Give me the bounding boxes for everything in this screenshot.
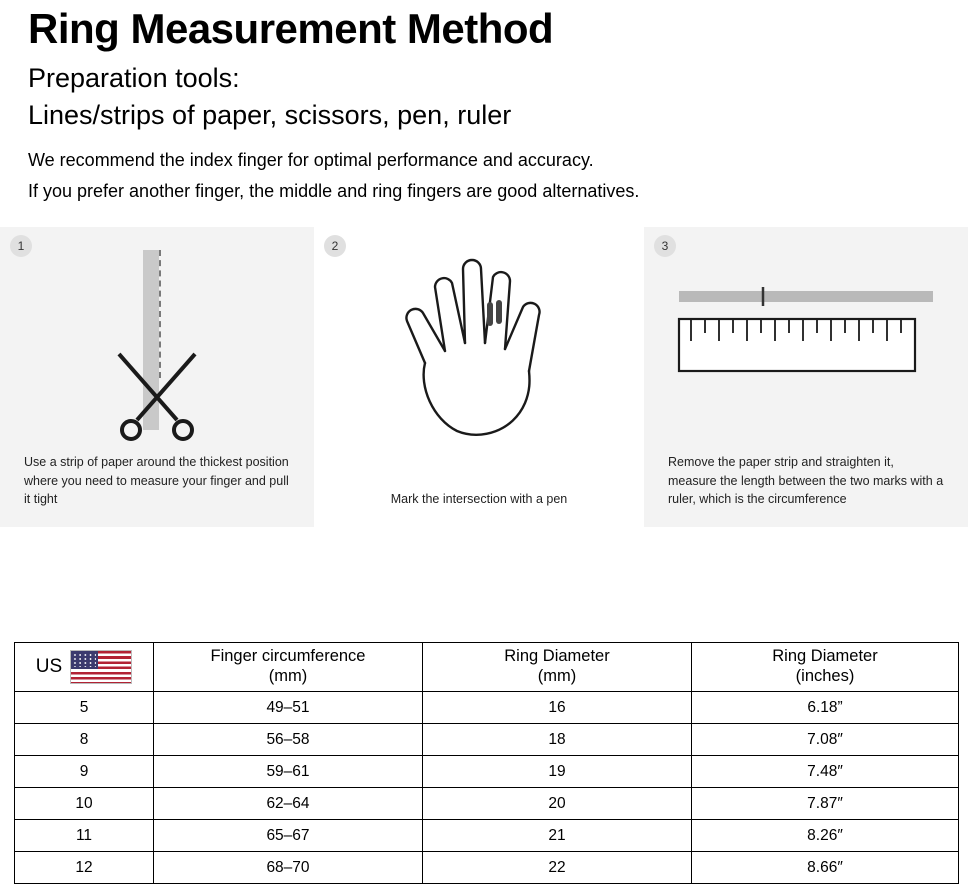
step-3-caption: Remove the paper strip and straighten it, measure the length between the two marks with a ruler, which is the circumference xyxy=(668,454,944,507)
cell-diameter-mm: 22 xyxy=(423,852,692,884)
preparation-tools-label: Preparation tools: xyxy=(28,63,240,94)
step-3 xyxy=(644,227,968,527)
recommendation-line-2: If you prefer another finger, the middle and ring fingers are good alternatives. xyxy=(28,181,640,202)
ring-size-table-wrap xyxy=(14,642,954,884)
cell-us: 11 xyxy=(15,820,154,852)
column-header-diameter-mm xyxy=(423,643,692,692)
cell-us: 8 xyxy=(15,724,154,756)
step-3-number: 3 xyxy=(654,235,676,257)
us-label: US xyxy=(35,655,63,677)
cell-circumference: 65–67 xyxy=(154,820,423,852)
cell-diameter-inches: 8.26″ xyxy=(692,820,959,852)
recommendation-line-1: We recommend the index finger for optimal performance and accuracy. xyxy=(28,150,594,171)
column-header-diameter-inches-line1: Ring Diameter xyxy=(772,647,878,666)
cell-diameter-mm: 19 xyxy=(423,756,692,788)
table-row xyxy=(15,852,959,884)
cell-diameter-inches: 6.18” xyxy=(692,692,959,724)
step-2 xyxy=(314,227,644,527)
ruler-icon xyxy=(644,261,968,431)
table-head xyxy=(15,643,959,692)
steps-row xyxy=(0,227,968,527)
us-flag-icon xyxy=(70,650,132,684)
step-2-number: 2 xyxy=(324,235,346,257)
cell-diameter-mm: 20 xyxy=(423,788,692,820)
table-row xyxy=(15,788,959,820)
column-header-diameter-inches xyxy=(692,643,959,692)
cell-us: 12 xyxy=(15,852,154,884)
table-row xyxy=(15,820,959,852)
cell-circumference: 62–64 xyxy=(154,788,423,820)
cell-diameter-inches: 7.87″ xyxy=(692,788,959,820)
cell-us: 10 xyxy=(15,788,154,820)
column-header-circumference-line1: Finger circumference xyxy=(210,647,366,666)
column-header-circumference xyxy=(154,643,423,692)
step-1 xyxy=(0,227,314,527)
cell-diameter-inches: 7.08″ xyxy=(692,724,959,756)
cell-diameter-inches: 8.66″ xyxy=(692,852,959,884)
header xyxy=(0,6,968,205)
column-header-diameter-mm-line2: (mm) xyxy=(537,667,577,685)
column-header-circumference-line2: (mm) xyxy=(268,667,308,685)
step-1-caption: Use a strip of paper around the thickest position where you need to measure your finger and pull it tight xyxy=(24,454,289,507)
cell-us: 9 xyxy=(15,756,154,788)
step-2-caption: Mark the intersection with a pen xyxy=(390,492,568,507)
column-header-diameter-mm-line1: Ring Diameter xyxy=(504,647,610,666)
table-body xyxy=(15,692,959,884)
cell-diameter-mm: 18 xyxy=(423,724,692,756)
cell-diameter-mm: 16 xyxy=(423,692,692,724)
hand-icon xyxy=(314,247,644,447)
ring-size-table xyxy=(14,642,959,884)
column-header-diameter-inches-line2: (inches) xyxy=(795,667,855,685)
table-row xyxy=(15,724,959,756)
cell-diameter-mm: 21 xyxy=(423,820,692,852)
scissors-paper-icon xyxy=(0,247,314,447)
cell-circumference: 56–58 xyxy=(154,724,423,756)
preparation-tools-items: Lines/strips of paper, scissors, pen, ruler xyxy=(28,99,512,130)
cell-circumference: 49–51 xyxy=(154,692,423,724)
cell-circumference: 59–61 xyxy=(154,756,423,788)
table-header-row xyxy=(15,643,959,692)
step-1-number: 1 xyxy=(10,235,32,257)
table-row xyxy=(15,692,959,724)
ring-size-guide-page xyxy=(0,6,968,887)
column-header-us xyxy=(15,643,154,692)
cell-circumference: 68–70 xyxy=(154,852,423,884)
cell-us: 5 xyxy=(15,692,154,724)
table-row xyxy=(15,756,959,788)
page-title: Ring Measurement Method xyxy=(28,5,554,52)
cell-diameter-inches: 7.48″ xyxy=(692,756,959,788)
